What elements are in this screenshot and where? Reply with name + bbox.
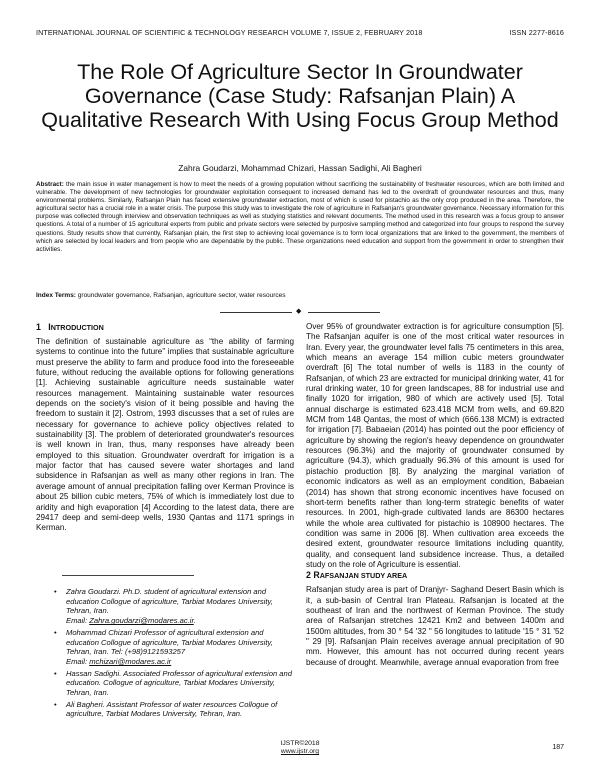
abstract [36,181,564,254]
section-1-body: The definition of sustainable agriculture as “the ability of farming systems to continue into the future” implies that sustainable agriculture must preserve the ability to farm and produce food into the foreseeable future, without reducing the available options for following generations [1]. Achieving sustainable agriculture needs sustainable water resources management. Maintaining sustainable water resources depends on the society's vision of it being possible and having the freedom to sustain it [2]. Ostrom, 1993 discusses that a set of rules are necessary for governance to achieve policy objectives related to sustainability [3]. The problem of deteriorated groundwater's resources is well known in Iran, thus, many responses have already been employed to this situation. Groundwater overdraft for irrigation is a major factor that has caused severe water shortages and land subsidence in Rafsanjan as well as many other regions in Iran. The average amount of annual precipitation falling over Kerman Province is about 25 billion cubic meters, 75% of which is immediately lost due to aridity and high evaporation [4] According to the latest data, there are 29417 deep and semi-deep wells, 1930 Qantas and 1171 springs in Kerman. [36,337,294,533]
section-2-heading: 2 RAFSANJAN STUDY AREA [306,570,408,581]
page-footer [0,740,600,756]
journal-url-link[interactable]: www.ijstr.org [280,748,320,755]
diamond-icon: ◆ [296,308,302,315]
email-link[interactable]: Zahra.goudarzi@modares.ac.ir [89,616,194,626]
copyright: IJSTR©2018 [280,740,320,747]
footnote-item: • Hassan Sadighi. Associated Professor of agricultural extension and education. Collogue of agriculture, Tarbiat Modares University, Tehran, Iran. [54,668,292,698]
left-column [36,322,294,534]
paper-title: The Role Of Agriculture Sector In Groundwater Governance (Case Study: Rafsanjan Plain) A Qualitative Research With Using Focus Group Method [41,60,559,132]
abstract-text: the main issue in water management is how to meet the needs of a growing population without sacrificing the sustainability of freshwater resources, which are both limited and vulnerable. The development of new technologies for groundwater exploitation consequent to increased demand has led to the overdraft of groundwater resources and thus, many environmental problems. Similarly, Rafsanjan Plain has faced extensive groundwater extraction, most of which is used for pistachio as the only crop produced in the area. Therefore, the agricultural sector has a crucial role in a water crisis. The purpose this study was to investigate the role of agriculture in Rafsanjan's groundwater governance. Necessary information for this purpose was collected through interview and observation techniques as well as studying statistics and relevant documents. The method used in this research was a focus group to answer questions. A total of a number of 15 agricultural experts from public and private sectors were selected by purposive sampling method and categorized into four groups to respond the survey questions. Study results show that currently, Rafsanjan plain, the first step to achieving local governance is to form local organizations that are linked to the government, the members of which are selected by local leaders and from people who are dependable by the public. These organizations need education and support from the government in order to strengthen their activities. [36,181,564,253]
footnote-item: • Zahra Goudarzi. Ph.D. student of agricultural extension and education Collogue of agriculture, Tarbiat Modares University, Tehran, Iran. Email: Zahra.goudarzi@modares.ac.ir. [54,587,273,626]
page-number: 187 [552,744,564,751]
right-column [306,322,564,668]
issn: ISSN 2277-8616 [509,28,564,37]
section-2-body: Rafsanjan study area is part of Dranjyr- Saghand Desert Basin which is it, a sub-basin of Central Iran Plateau. Rafsanjan is located at the southeast of Iran and the northwest of Kerman Province. The study area of Rafsanjan stretches 12421 Km2 and between 1400m and 1500m altitudes, from 30 ° 54 '32 " 56 longitudes to latitude '15 ° 31 '52 " 29 [9]. Rafsanjan Plain receives average annual precipitation of 90 mm. However, this amount has not occurred during recent years because of drought. Meanwhile, average annual evaporation from free [306,585,564,667]
right-column-body: Over 95% of groundwater extraction is for agriculture consumption [5]. The Rafsanjan aquifer is one of the most critical water resources in Iran. Every year, the groundwater level falls 75 centimeters in this area, which means an average 154 million cubic meters groundwater overdraft [6] The total number of wells is 1183 in the county of Rafsanjan, of which 23 are extracted for municipal drinking water, 41 for rural drinking water, 10 for green landscapes, 88 for industrial use and finally 1020 for irrigation, 980 of which are actively used [5]. Total annual discharge is estimated 623.418 MCM from wells, and 69.820 MCM from 148 Qantas, the most of which (666.138 MCM) is extracted for irrigation [7]. Babaeian (2014) has pointed out the poor efficiency of agriculture by showing the region's heavy dependence on groundwater resources (96.3%) and the majority of groundwater consumed by agriculture (94.3), which gradually 96.3% of this amount is used for pistachio production [8]. By analyzing the marginal variation of economic indicators as well as an employment condition, Babaeian (2014) has shown that strong economic incentives have focused on short-term benefits rather than long-term strategic benefits of water resources. In 2001, high-grade cultivated lands are 86300 hectares while the whole area cultivated for pistachio is 108900 hectares. The condition was same in 2006 [8]. When cultivation area exceeds the desired extent, groundwater resource limitations including quantity, quality, and consequent land subsidence increase. Thus, a detailed study on the role of Agriculture is essential. [306,322,564,569]
index-terms-text: groundwater governance, Rafsanjan, agriculture sector, water resources [75,292,286,299]
abstract-label: Abstract: [36,181,64,188]
footnotes [36,587,292,721]
footnote-rule [62,575,194,576]
divider-line-right [308,312,380,313]
index-terms [36,292,564,299]
bullet-icon: • [54,699,57,709]
author-list: Zahra Goudarzi, Mohammad Chizari, Hassan Sadighi, Ali Bagheri [178,163,422,173]
bullet-icon: • [54,668,57,678]
bullet-icon: • [54,587,57,596]
email-link[interactable]: mchizari@modares.ac.ir [89,656,172,666]
bullet-icon: • [54,627,57,637]
journal-name: INTERNATIONAL JOURNAL OF SCIENTIFIC & TECHNOLOGY RESEARCH VOLUME 7, ISSUE 2, FEBRUARY 2018 [36,28,423,37]
index-terms-label: Index Terms: [36,292,76,299]
running-header [36,28,564,38]
section-divider [220,309,380,315]
section-1-heading: 1 INTRODUCTION [36,322,104,332]
footnote-item: • Ali Bagheri. Assistant Professor of water resources Collogue of agriculture, Tarbiat Modares University, Tehran, Iran. [54,699,278,719]
divider-line-left [220,312,292,313]
footnote-item: • Mohammad Chizari Professor of agricultural extension and education Collogue of agriculture, Tarbiat Modares University, Tehran, Iran. Tel: (+98)9121593257 Email: mchizari@modares.ac.ir [54,627,273,666]
